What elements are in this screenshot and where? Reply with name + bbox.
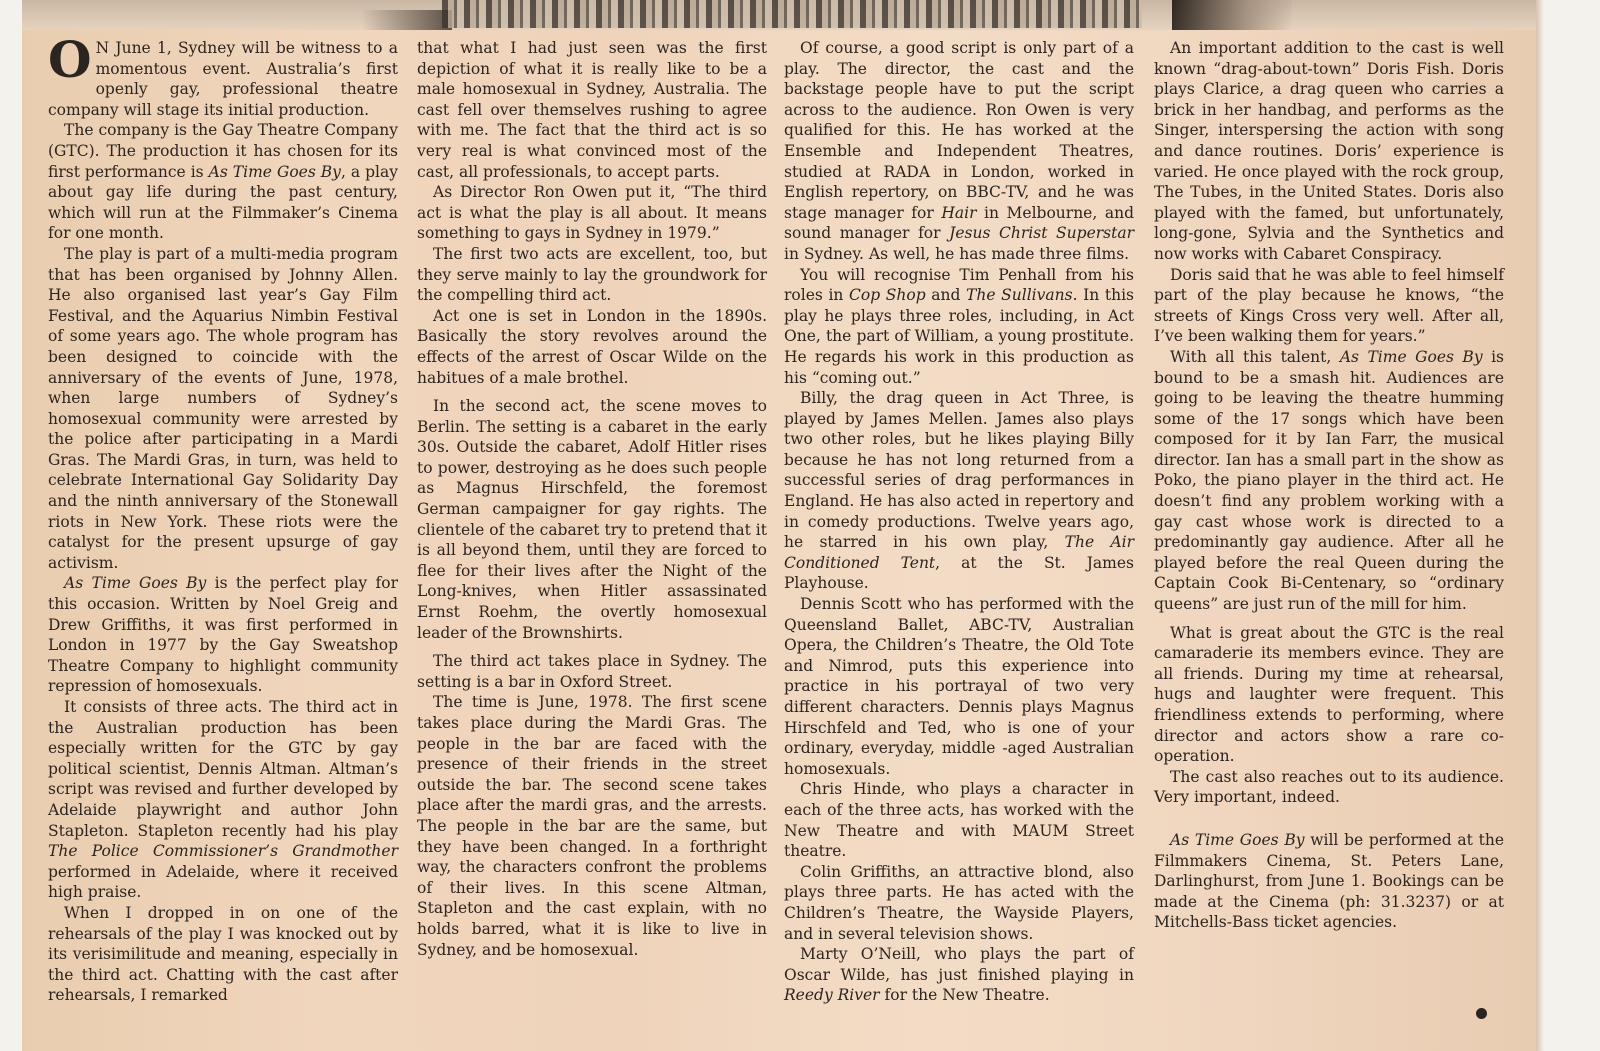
paragraph-text: With all this talent, <box>1170 347 1340 366</box>
paragraph-text: Billy, the drag queen in Act Three, is played by James Mellen. James also plays two other roles, but he likes playing Billy because he has not long returned from a successful series of drag performances in England. He has also acted in repertory and in comedy productions. Twelve years ago, he starred in his own play, <box>784 389 1134 552</box>
article-column-1 <box>48 30 398 1006</box>
paragraph <box>784 265 1134 389</box>
paragraph-text: Marty O’Neill, who plays the part of Oscar Wilde, has just finished playing in <box>784 945 1134 984</box>
paragraph <box>417 692 767 960</box>
paragraph-text: Doris said that he was able to feel himself part of the play because he knows, “the streets of Kings Cross very well. After all, I’ve been walking them for years.” <box>1154 265 1504 346</box>
paragraph-text: Of course, a good script is only part of a play. The director, the cast and the backstage people have to put the script across to the audience. Ron Owen is very qualified for this. He has worked at the Ensemble and Independent Theatres, studied at RADA in London, worked in English repertory, on BBC-TV, and he was stage manager for <box>784 39 1134 222</box>
paragraph <box>417 396 767 643</box>
paragraph-text: in Melbourne, and sound manager for <box>784 203 1134 243</box>
photo-fragment <box>22 0 1536 30</box>
paragraph-text: performed in Adelaide, where it received high praise. <box>48 862 398 902</box>
paragraph <box>48 697 398 903</box>
paragraph-text: is bound to be a smash hit. Audiences are going to be leaving the theatre humming some of the 17 songs which have been composed for it by Ian Farr, the musical director. Ian has a small part in the show as Poko, the piano player in the third act. He doesn’t find any problem working with a gay cast whose work is directed to a predominantly gay audience. After all he played before the real Queen during the Captain Cook Bi-Centenary, so “ordinary queens” are just run of the mill for him. <box>1154 347 1504 614</box>
paragraph-text: The play is part of a multi-media program that has been organised by Johnny Allen. He also organised last year’s Gay Film Festival, and the Aquarius Nimbin Festival of some years ago. The whole program has been designed to coincide with the anniversary of the events of June, 1978, when large numbers of Sydney’s homosexual community were arrested by the police after participating in a Mardi Gras. The Mardi Gras, in turn, was held to celebrate International Gay Solidarity Day and the ninth anniversary of the Stonewall riots in New York. These riots were the catalyst for the present upsurge of gay activism. <box>48 244 398 572</box>
end-mark-bullet <box>1476 1008 1487 1019</box>
paragraph-text: You will recognise Tim Penhall from his roles in <box>784 265 1134 305</box>
paragraph-text: The third act takes place in Sydney. The setting is a bar in Oxford Street. <box>417 652 767 691</box>
show-title: Cop Shop <box>849 286 926 305</box>
paragraph-text: The time is June, 1978. The first scene takes place during the Mardi Gras. The people in the bar are faced with the presence of their friends in the street outside the bar. The second scene takes place after the mardi gras, and the arrests. The people in the bar are the same, but they have been changed. In a forthright way, the characters confront the problems of their lives. In this scene Altman, Stapleton and the cast explain, with no holds barred, what it is like to live in Sydney, and be homosexual. <box>417 693 767 959</box>
paragraph-text: , at the St. James Playhouse. <box>784 553 1134 593</box>
paragraph <box>48 30 398 120</box>
paragraph <box>417 651 767 692</box>
paragraph <box>48 573 398 697</box>
paragraph-text: N June 1, Sydney will be witness to a momentous event. Australia’s first openly gay, professional theatre company will stage its initial production. <box>48 39 398 119</box>
show-title: Jesus Christ Superstar <box>949 224 1134 243</box>
paragraph <box>784 594 1134 779</box>
paragraph-text: The first two acts are excellent, too, but they serve mainly to lay the groundwork for the compelling third act. <box>417 244 767 305</box>
paragraph <box>48 244 398 574</box>
paragraph <box>784 388 1134 594</box>
paragraph <box>1154 623 1504 767</box>
paragraph-text: . In this play he plays three roles, including, in Act One, the part of William, a young prostitute. He regards his work in this production as his “coming out.” <box>784 286 1134 387</box>
paragraph-text: It consists of three acts. The third act in the Australian production has been especially written for the GTC by gay political scientist, Dennis Altman. Altman’s script was revised and further developed by Adelaide playwright and author John Stapleton. Stapleton recently had his play <box>48 698 398 840</box>
paragraph <box>784 862 1134 944</box>
play-title: The Police Commissioner’s Grandmother <box>48 842 398 861</box>
paragraph <box>417 244 767 306</box>
paragraph-text: for the New Theatre. <box>879 986 1050 1005</box>
paragraph <box>417 182 767 244</box>
drop-cap: O <box>48 30 92 89</box>
paragraph <box>1154 830 1504 933</box>
paragraph <box>1154 265 1504 347</box>
show-title: Reedy River <box>784 986 880 1005</box>
newspaper-clipping <box>22 0 1536 1051</box>
paragraph-text: An important addition to the cast is well known “drag-about-town” Doris Fish. Doris plays Clarice, a drag queen who carries a brick in her handbag, and performs as the Singer, interspersing the action with song and dance routines. Doris’ experience is varied. He once played with the rock group, The Tubes, in the United States. Doris also played with the famed, but unfortunately, long-gone, Sylvia and the Synthetics and now works with Cabaret Conspiracy. <box>1154 39 1504 263</box>
paragraph-text: The cast also reaches out to its audience. Very important, indeed. <box>1154 767 1504 807</box>
photo-railing <box>442 0 1142 28</box>
paragraph <box>417 306 767 388</box>
article-column-4 <box>1154 38 1504 933</box>
paragraph-text: When I dropped in on one of the rehearsals of the play I was knocked out by its verisimilitude and meaning, especially in the third act. Chatting with the cast after rehearsals, I remarked <box>48 903 398 1005</box>
paragraph <box>1154 347 1504 615</box>
paragraph <box>48 120 398 244</box>
paragraph <box>784 38 1134 265</box>
show-title: Hair <box>941 203 977 222</box>
paragraph-text: Act one is set in London in the 1890s. Basically the story revolves around the effects of the arrest of Oscar Wilde on the habitues of a male brothel. <box>417 306 767 387</box>
clipping-edge <box>1536 0 1544 1051</box>
paragraph-text: and <box>925 286 967 305</box>
paragraph-text: What is great about the GTC is the real camaraderie its members evince. They are all friends. During my time at rehearsal, hugs and laughter were frequent. This friendliness extends to performing, where director and actors show a rare co-operation. <box>1154 623 1504 766</box>
paragraph <box>417 38 767 182</box>
photo-shadow-left <box>362 10 452 30</box>
paragraph <box>784 944 1134 1006</box>
play-title: As Time Goes By <box>208 162 341 181</box>
article-column-3 <box>784 38 1134 1006</box>
article-column-2 <box>417 38 767 960</box>
paragraph <box>1154 38 1504 265</box>
paragraph-text: that what I had just seen was the first depiction of what it is really like to be a male homosexual in Sydney, Australia. The cast fell over themselves rushing to agree with me. The fact that the third act is so very real is what convinced most of the cast, all professionals, to accept parts. <box>417 39 767 181</box>
paragraph <box>1154 767 1504 808</box>
paragraph <box>784 779 1134 861</box>
paragraph-text: in Sydney. As well, he has made three films. <box>784 244 1130 263</box>
photo-shadow-right <box>1172 0 1292 30</box>
paragraph-text: , a play about gay life during the past century, which will run at the Filmmaker’s Cinema for one month. <box>48 162 398 243</box>
paragraph-text: will be performed at the Filmmakers Cinema, St. Peters Lane, Darlinghurst, from June 1. Bookings can be made at the Cinema (ph: 31.3237) or at Mitchells-Bass ticket agencies. <box>1154 830 1505 932</box>
paragraph-text: As Director Ron Owen put it, “The third act is what the play is all about. It means something to gays in Sydney in 1979.” <box>417 183 767 243</box>
play-title: As Time Goes By <box>1339 347 1483 366</box>
paragraph-text: Chris Hinde, who plays a character in each of the three acts, has worked with the New Theatre and with MAUM Street theatre. <box>784 780 1134 861</box>
play-title: The Air Conditioned Tent <box>784 533 1135 572</box>
paragraph-text: is the perfect play for this occasion. Written by Noel Greig and Drew Griffiths, it was first performed in London in 1977 by the Gay Sweatshop Theatre Company to highlight community repression of homosexuals. <box>48 574 398 696</box>
paragraph <box>48 903 398 1006</box>
paragraph-text: Colin Griffiths, an attractive blond, also plays three parts. He has acted with the Children’s Theatre, the Wayside Players, and in several television shows. <box>784 862 1134 943</box>
play-title: As Time Goes By <box>1170 830 1305 849</box>
paragraph-text: The company is the Gay Theatre Company (GTC). The production it has chosen for its first performance is <box>48 121 398 181</box>
paragraph-text: Dennis Scott who has performed with the Queensland Ballet, ABC-TV, Australian Opera, the Children’s Theatre, the Old Tote and Nimrod, puts this experience into practice in his portrayal of two very different characters. Dennis plays Magnus Hirschfeld and Ted, who is one of your ordinary, everyday, middle -aged Australian homosexuals. <box>784 595 1134 778</box>
play-title: As Time Goes By <box>64 574 207 593</box>
paragraph-text: In the second act, the scene moves to Berlin. The setting is a cabaret in the early 30s. Outside the cabaret, Adolf Hitler rises to power, destroying as he does such people as Magnus Hirschfeld, the foremost German campaigner for gay rights. The clientele of the cabaret try to pretend that it is all beyond them, until they are forced to flee for their lives after the Night of the Long-knives, when Hitler assassinated Ernst Roehm, the overtly homosexual leader of the Brownshirts. <box>417 397 767 642</box>
show-title: The Sullivans <box>966 286 1073 305</box>
